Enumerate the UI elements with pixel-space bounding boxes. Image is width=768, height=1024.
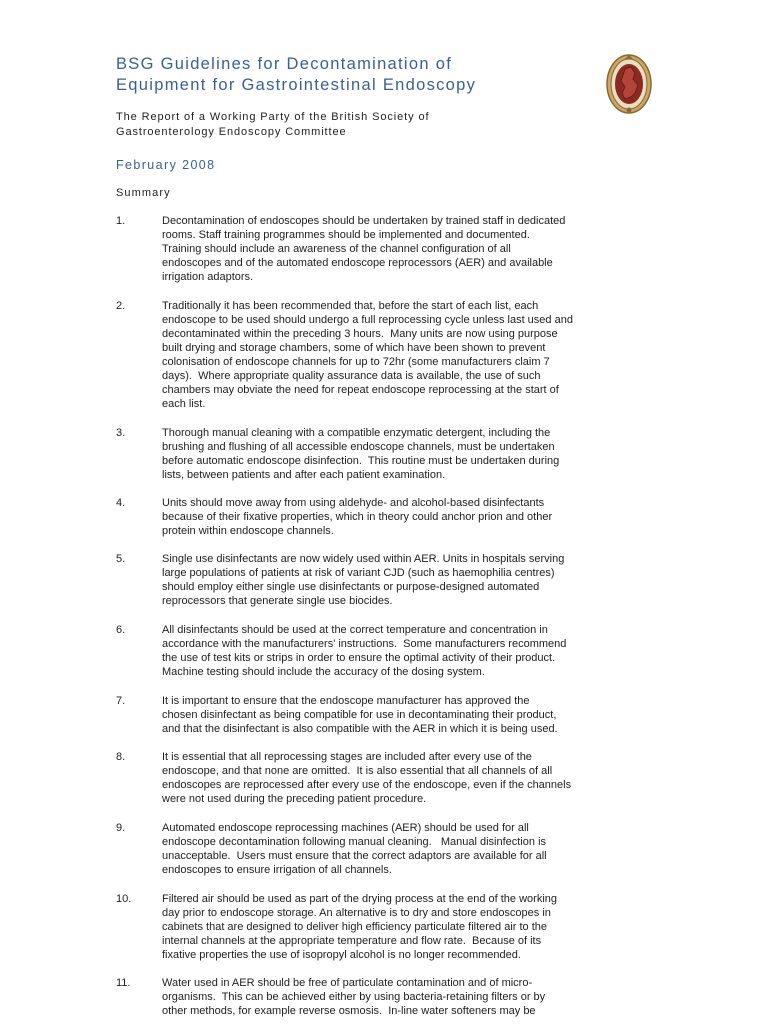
text-line: It is important to ensure that the endoscope manufacturer has approved the [162, 695, 530, 707]
text-line: Thorough manual cleaning with a compatible enzymatic detergent, including the [162, 427, 551, 439]
summary-item-number: 6. [116, 624, 126, 636]
text-line: Automated endoscope reprocessing machines (AER) should be used for all [162, 822, 529, 834]
document-subtitle [116, 110, 596, 139]
summary-item-text [162, 750, 654, 806]
text-line: chosen disinfectant as being compatible for use in decontaminating their product, [162, 709, 557, 721]
text-line: endoscope, and that none are omitted. It is also essential that all channels of all [162, 765, 553, 777]
text-line: should employ either single use disinfectants or purpose-designed automated [162, 581, 540, 593]
text-line: reprocessors that generate single use biocides. [162, 595, 393, 607]
subtitle-line-2: Gastroenterology Endoscopy Committee [116, 125, 347, 138]
summary-item-number: 7. [116, 695, 126, 707]
text-line: Water used in AER should be free of particulate contamination and of micro- [162, 977, 533, 989]
text-line: It is essential that all reprocessing stages are included after every use of the [162, 751, 532, 763]
text-line: Filtered air should be used as part of the drying process at the end of the working [162, 893, 558, 905]
text-line: accordance with the manufacturers' instructions. Some manufacturers recommend [162, 638, 567, 650]
text-line: internal channels at the appropriate temperature and flow rate. Because of its [162, 935, 542, 947]
summary-item-number: 5. [116, 553, 126, 565]
text-line: irrigation adaptors. [162, 271, 254, 283]
text-line: lists, between patients and after each patient examination. [162, 469, 446, 481]
summary-item-number: 1. [116, 215, 126, 227]
summary-item-text [162, 976, 654, 1018]
text-line: and that the disinfectant is also compatible with the AER in which it is being used. [162, 723, 558, 735]
text-line: endoscopes are reprocessed after every use of the endoscope, even if the channels [162, 779, 572, 791]
summary-item-number: 8. [116, 751, 126, 763]
document-title [116, 54, 586, 96]
text-line: large populations of patients at risk of variant CJD (such as haemophilia centres) [162, 567, 555, 579]
text-line: built drying and storage chambers, some of which have been shown to prevent [162, 342, 546, 354]
summary-item-number: 9. [116, 822, 126, 834]
summary-item-number: 4. [116, 497, 126, 509]
text-line: endoscope decontamination following manual cleaning. Manual disinfection is [162, 836, 547, 848]
summary-item-text [162, 496, 654, 538]
text-line: the use of test kits or strips in order to ensure the optimal activity of their product. [162, 652, 556, 664]
text-line: unacceptable. Users must ensure that the correct adaptors are available for all [162, 850, 547, 862]
title-line-1: BSG Guidelines for Decontamination of [116, 55, 453, 73]
text-line: protein within endoscope channels. [162, 525, 334, 537]
text-line: Decontamination of endoscopes should be undertaken by trained staff in dedicated [162, 215, 566, 227]
subtitle-line-1: The Report of a Working Party of the British Society of [116, 111, 430, 123]
summary-item-number: 11. [116, 977, 131, 989]
summary-heading: Summary [116, 187, 171, 199]
text-line: endoscopes and of the automated endoscope reprocessors (AER) and available [162, 257, 553, 269]
text-line: rooms. Staff training programmes should be implemented and documented. [162, 229, 530, 241]
summary-item-text [162, 892, 654, 962]
text-line: day prior to endoscope storage. An alternative is to dry and store endoscopes in [162, 907, 551, 919]
text-line: before automatic endoscope disinfection. This routine must be undertaken during [162, 455, 560, 467]
text-line: other methods, for example reverse osmosis. In-line water softeners may be [162, 1005, 536, 1017]
bsg-crest-icon [605, 53, 653, 115]
text-line: endoscope to be used should undergo a full reprocessing cycle unless last used and [162, 314, 573, 326]
text-line: colonisation of endoscope channels for up to 72hr (some manufacturers claim 7 [162, 356, 550, 368]
text-line: decontaminated within the preceding 3 hours. Many units are now using purpose [162, 328, 558, 340]
text-line: organisms. This can be achieved either by using bacteria-retaining filters or by [162, 991, 546, 1003]
text-line: brushing and flushing of all accessible endoscope channels, must be undertaken [162, 441, 555, 453]
summary-item-text [162, 623, 654, 679]
text-line: fixative properties the use of isopropyl alcohol is no longer recommended. [162, 949, 521, 961]
summary-item-number: 2. [116, 300, 126, 312]
text-line: Units should move away from using aldehyde- and alcohol-based disinfectants [162, 497, 545, 509]
text-line: Training should include an awareness of the channel configuration of all [162, 243, 511, 255]
text-line: Traditionally it has been recommended that, before the start of each list, each [162, 300, 539, 312]
document-date: February 2008 [116, 158, 216, 172]
summary-item-text [162, 694, 654, 736]
summary-item-text [162, 299, 654, 411]
text-line: because of their fixative properties, which in theory could anchor prion and other [162, 511, 553, 523]
text-line: All disinfectants should be used at the correct temperature and concentration in [162, 624, 548, 636]
text-line: cabinets that are designed to deliver high efficiency particulate filtered air to the [162, 921, 548, 933]
title-line-2: Equipment for Gastrointestinal Endoscopy [116, 76, 477, 94]
text-line: Machine testing should include the accuracy of the dosing system. [162, 666, 485, 678]
text-line: were not used during the preceding patient procedure. [162, 793, 427, 805]
summary-item-number: 10. [116, 893, 132, 905]
summary-item-text [162, 426, 654, 482]
summary-item-number: 3. [116, 427, 126, 439]
summary-item-text [162, 214, 654, 284]
text-line: endoscopes to ensure irrigation of all channels. [162, 864, 392, 876]
text-line: chambers may obviate the need for repeat endoscope reprocessing at the start of [162, 384, 559, 396]
text-line: Single use disinfectants are now widely used within AER. Units in hospitals serving [162, 553, 565, 565]
summary-item-text [162, 821, 654, 877]
text-line: each list. [162, 398, 206, 410]
summary-item-text [162, 552, 654, 608]
text-line: days). Where appropriate quality assurance data is available, the use of such [162, 370, 541, 382]
